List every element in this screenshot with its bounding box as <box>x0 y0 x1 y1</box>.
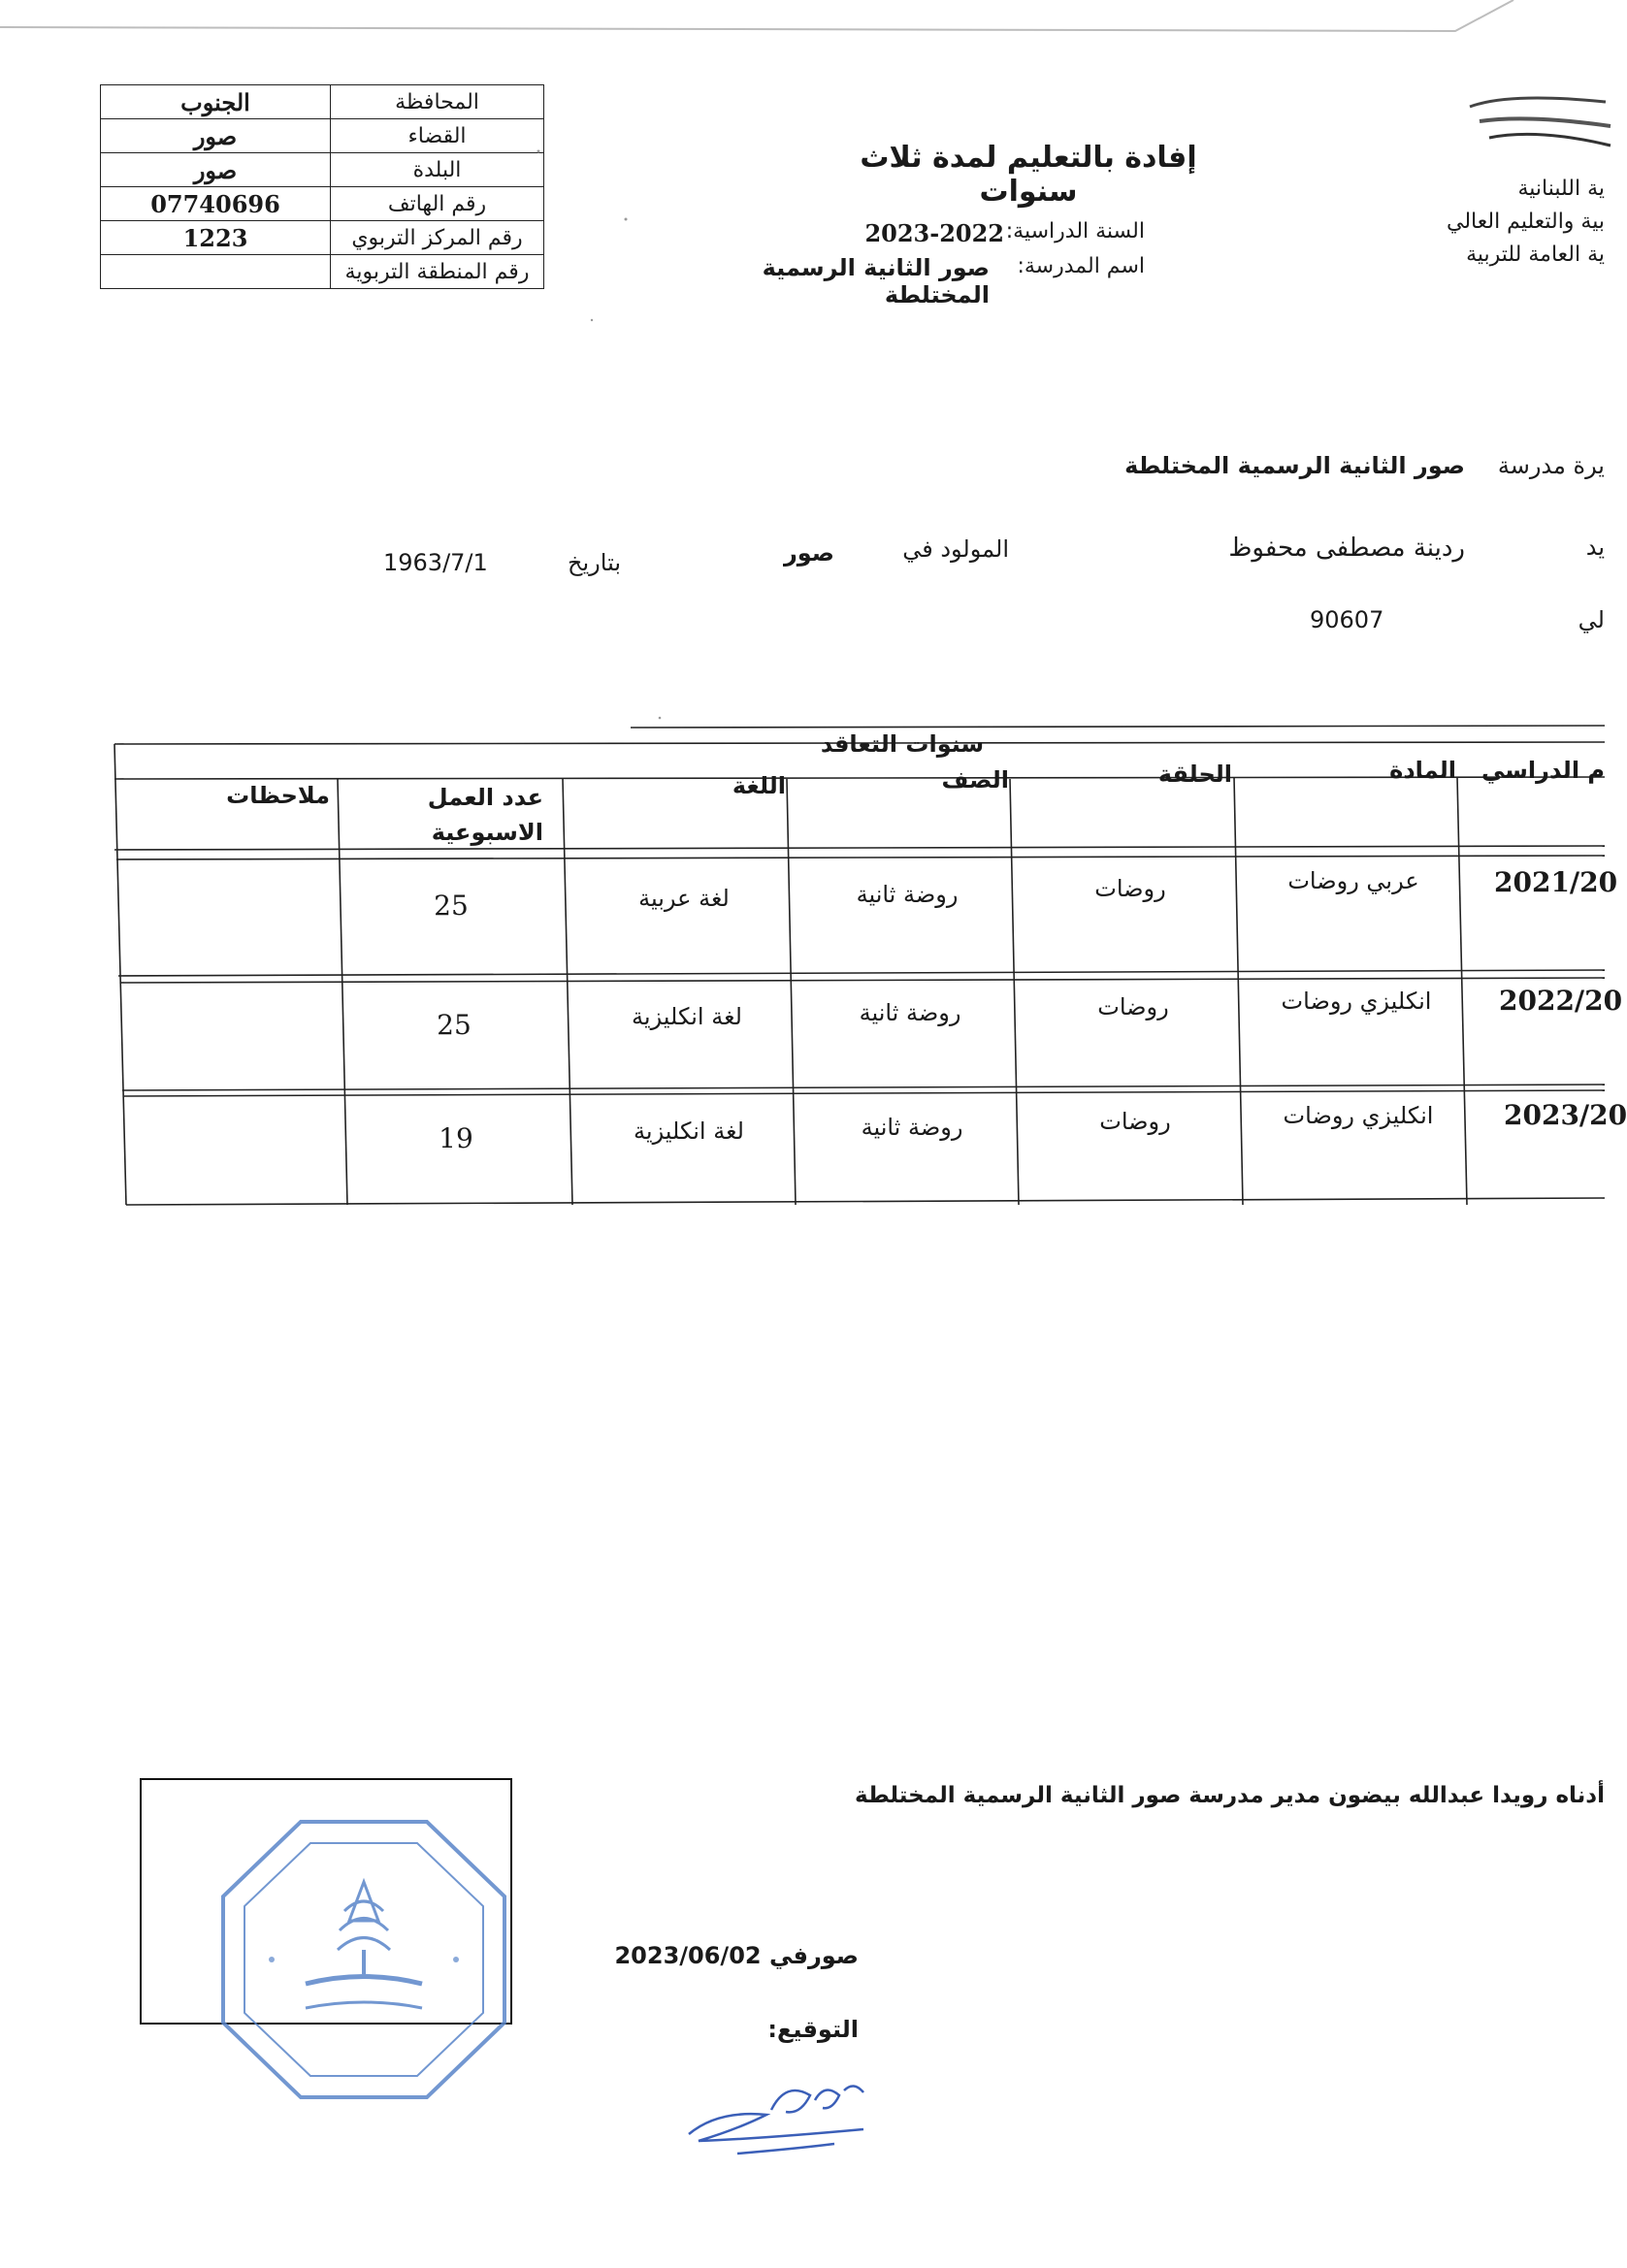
info-label: القضاء <box>331 119 544 153</box>
body-line3-prefix: لي <box>1578 606 1605 633</box>
row-cycle: روضات <box>1099 1108 1171 1135</box>
row-subject: عربي روضات <box>1287 867 1419 894</box>
row-hours: 25 <box>434 890 469 922</box>
school-name-label: اسم المدرسة: <box>1017 254 1145 278</box>
born-in-label: المولود في <box>902 535 1009 563</box>
row-subject: انكليزي روضات <box>1281 988 1432 1015</box>
date-label: بتاريخ <box>568 549 621 576</box>
academic-year-value: 2023-2022 <box>864 219 1004 247</box>
row-language: لغة انكليزية <box>632 1003 742 1030</box>
header-hours: عدد العمل الاسبوعية <box>427 784 543 846</box>
place-date: صورفي 2023/06/02 <box>614 1942 859 1969</box>
row-subject: انكليزي روضات <box>1283 1102 1434 1129</box>
row-hours: 25 <box>437 1009 472 1041</box>
header-subject: المادة <box>1389 757 1456 784</box>
row-year: 2022/20 <box>1499 985 1623 1017</box>
row-language: لغة انكليزية <box>634 1118 744 1145</box>
row-grade: روضة ثانية <box>861 1114 963 1141</box>
body-school-name: صور الثانية الرسمية المختلطة <box>1124 452 1465 479</box>
teacher-name: ردينة مصطفى محفوظ <box>1228 534 1465 563</box>
row-hours: 19 <box>439 1122 473 1154</box>
info-label: المحافظة <box>331 85 544 119</box>
ministry-line: ية العامة للتربية <box>1466 243 1605 267</box>
info-value: 1223 <box>101 221 331 255</box>
info-label: رقم الهاتف <box>331 187 544 221</box>
born-in-value: صور <box>783 539 834 567</box>
table-group-header: سنوات التعاقد <box>820 730 985 758</box>
academic-year-label: السنة الدراسية: <box>1005 219 1145 243</box>
header-cycle: الحلقة <box>1157 761 1232 788</box>
row-grade: روضة ثانية <box>856 881 959 908</box>
header-year: م الدراسي <box>1481 757 1605 784</box>
birth-date: 1963/7/1 <box>383 549 488 576</box>
school-name-value: صور الثانية الرسمية المختلطة <box>762 254 990 308</box>
body-line1-prefix: يرة مدرسة <box>1497 452 1605 479</box>
row-year: 2021/20 <box>1494 866 1618 898</box>
info-value: صور <box>101 119 331 153</box>
ministry-line: بية والتعليم العالي <box>1447 210 1605 234</box>
info-value: 07740696 <box>101 187 331 221</box>
signature-label: التوقيع: <box>767 2016 859 2043</box>
document-title: إفادة بالتعليم لمدة ثلاث سنوات <box>860 141 1197 209</box>
principal-statement: أدناه رويدا عبدالله بيضون مدير مدرسة صور الثانية الرسمية المختلطة <box>855 1783 1605 1808</box>
body-line2-prefix: يد <box>1585 534 1605 561</box>
row-cycle: روضات <box>1097 993 1169 1021</box>
row-year: 2023/20 <box>1504 1099 1627 1131</box>
info-label: البلدة <box>331 153 544 187</box>
info-value: صور <box>101 153 331 187</box>
header-notes: ملاحظات <box>226 782 330 809</box>
info-label: رقم المركز التربوي <box>331 221 544 255</box>
header-grade: الصف <box>941 766 1009 794</box>
info-label: رقم المنطقة التربوية <box>331 255 544 289</box>
info-value: الجنوب <box>101 85 331 119</box>
header-language: اللغة <box>732 772 786 799</box>
ministry-line: ية اللبنانية <box>1517 177 1605 201</box>
record-number: 90607 <box>1310 606 1384 633</box>
row-language: لغة عربية <box>638 885 730 912</box>
row-cycle: روضات <box>1094 875 1166 902</box>
row-grade: روضة ثانية <box>859 999 961 1026</box>
